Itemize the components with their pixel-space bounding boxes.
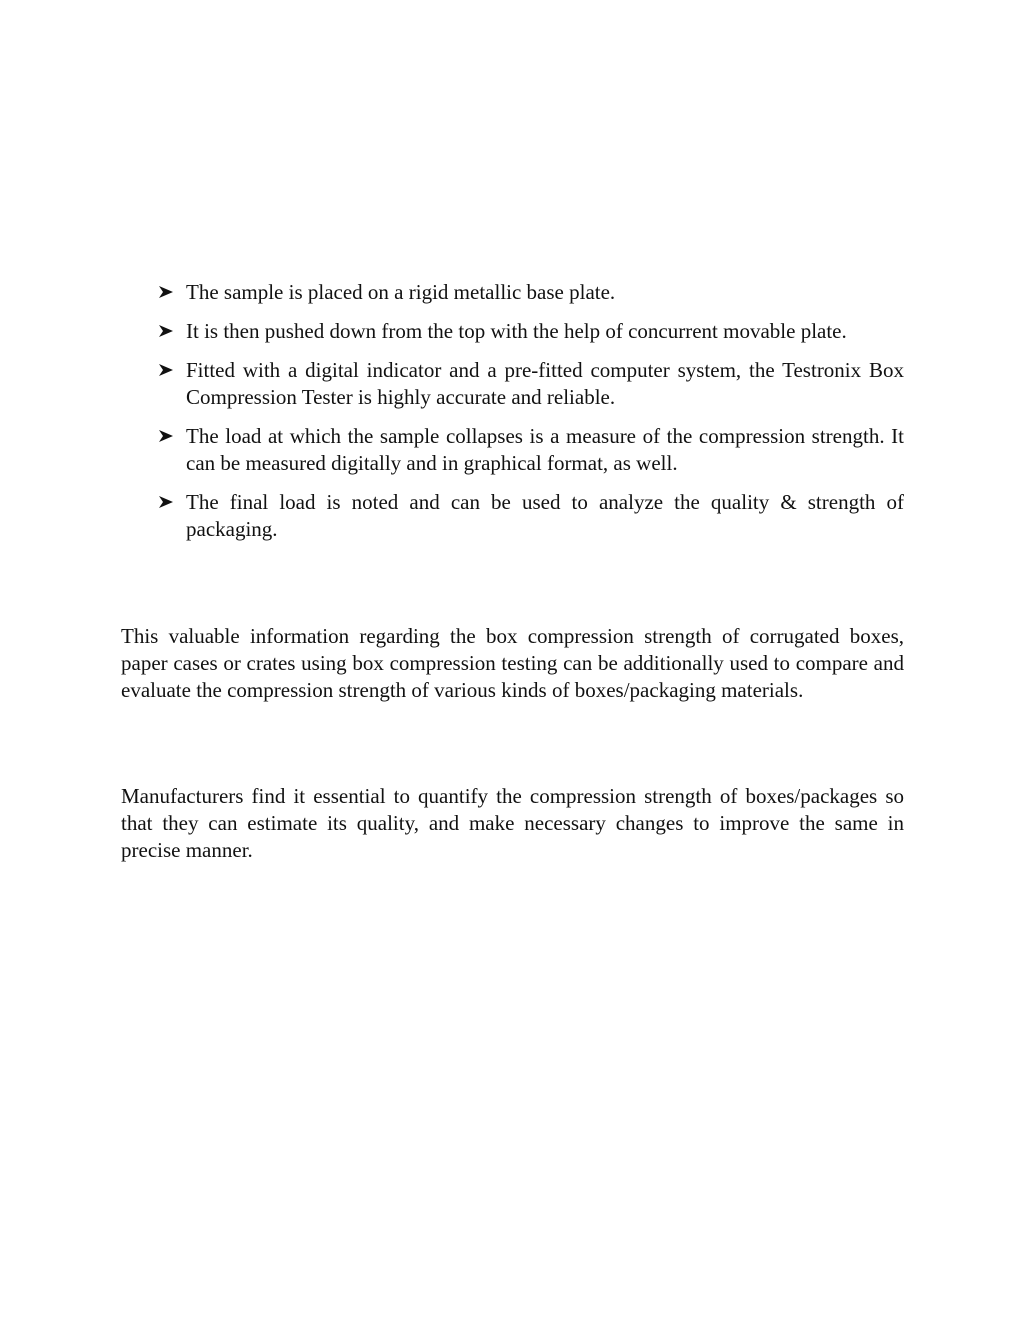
bullet-text: The sample is placed on a rigid metallic base plate.	[186, 280, 616, 304]
bullet-text: Fitted with a digital indicator and a pre-fitted computer system, the Testronix Box Compression Tester is highly accurate and reliable.	[186, 358, 904, 409]
bullet-text: The final load is noted and can be used to analyze the quality & strength of packaging.	[186, 490, 904, 541]
list-item	[158, 357, 904, 411]
bullet-list	[158, 279, 904, 555]
arrowhead-bullet-icon	[158, 423, 178, 450]
bullet-text: The load at which the sample collapses is a measure of the compression strength. It can be measured digitally and in graphical format, as well.	[186, 424, 904, 475]
arrowhead-bullet-icon	[158, 357, 178, 384]
bullet-text: It is then pushed down from the top with the help of concurrent movable plate.	[186, 319, 847, 343]
arrowhead-bullet-icon	[158, 489, 178, 516]
arrowhead-bullet-icon	[158, 279, 178, 306]
list-item	[158, 489, 904, 543]
list-item	[158, 318, 904, 345]
list-item	[158, 423, 904, 477]
paragraph-manufacturers: Manufacturers find it essential to quantify the compression strength of boxes/packages so that they can estimate its quality, and make necessary changes to improve the same in precise manner.	[121, 784, 904, 862]
paragraph-box-compression-info: This valuable information regarding the box compression strength of corrugated boxes, paper cases or crates using box compression testing can be additionally used to compare and evaluate the compression strength of various kinds of boxes/packaging materials.	[121, 624, 904, 702]
arrowhead-bullet-icon	[158, 318, 178, 345]
list-item	[158, 279, 904, 306]
